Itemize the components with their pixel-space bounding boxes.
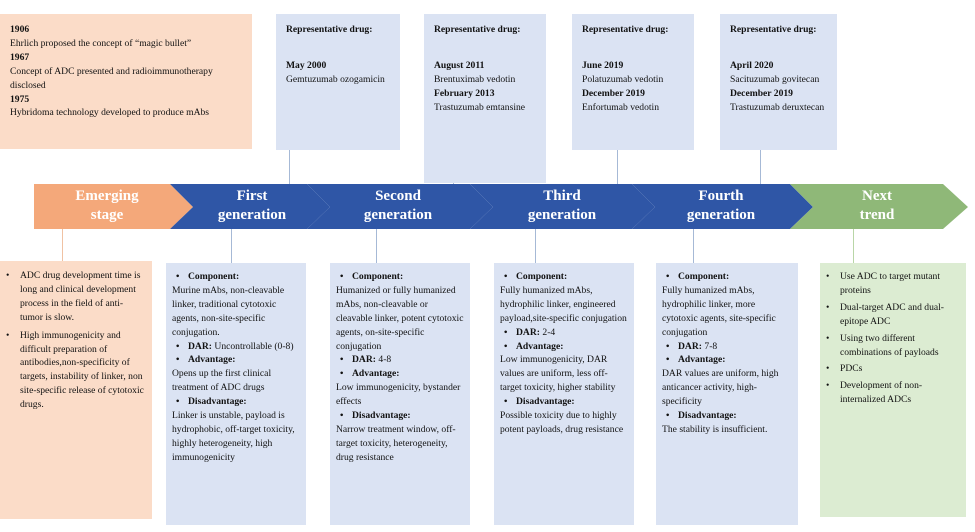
trend-item: • Use ADC to target mutant proteins bbox=[824, 270, 960, 298]
rep-drug-label: Representative drug: bbox=[286, 24, 373, 35]
advantage-heading: • Advantage: bbox=[170, 353, 300, 367]
rep-drug-date: February 2013 bbox=[434, 87, 495, 99]
dar-heading: • DAR: 7-8 bbox=[660, 340, 792, 354]
disadvantage-heading: • Disadvantage: bbox=[498, 395, 628, 409]
stage-label-second: Second generation bbox=[363, 188, 433, 223]
history-year-3: 1975 bbox=[10, 93, 30, 105]
generation-box-1 bbox=[166, 263, 306, 525]
dar-heading: • DAR: Uncontrollable (0-8) bbox=[170, 340, 300, 354]
trend-item: • Dual-target ADC and dual-epitope ADC bbox=[824, 301, 960, 329]
advantage-text: Low immunogenicity, DAR values are uniform, less off-target toxicity, higher stability bbox=[500, 354, 616, 394]
disadvantage-text: Possible toxicity due to highly potent payloads, drug resistance bbox=[500, 410, 624, 435]
rep-drug-name: Gemtuzumab ozogamicin bbox=[286, 73, 385, 85]
rep-drug-name: Trastuzumab deruxtecan bbox=[730, 101, 825, 113]
stage-label-fourth: Fourth generation bbox=[686, 188, 756, 223]
history-year-1: 1906 bbox=[10, 24, 30, 35]
stage-label-next: Next trend bbox=[859, 188, 895, 223]
generation-box-4 bbox=[656, 263, 798, 525]
generation-box-2 bbox=[330, 263, 470, 525]
trend-item: • Using two different combinations of payloads bbox=[824, 332, 960, 360]
disadvantage-text: The stability is insufficient. bbox=[662, 423, 768, 435]
advantage-heading: • Advantage: bbox=[660, 353, 792, 367]
rep-drug-date: June 2019 bbox=[582, 59, 624, 71]
history-text-3: Hybridoma technology developed to produce mAbs bbox=[10, 107, 210, 119]
component-text: Murine mAbs, non-cleavable linker, traditional cytotoxic agents, non-site-specific conjugation. bbox=[172, 284, 285, 338]
component-heading: • Component: bbox=[498, 270, 628, 284]
emerging-detail-item: • High immunogenicity and difficult preparation of antibodies,non-specificity of targets, instability of linker, non site-specific release of cytotoxic drugs. bbox=[4, 329, 144, 412]
component-text: Fully humanized mAbs, hydrophilic linker, engineered payload,site-specific conjugation bbox=[500, 284, 627, 324]
disadvantage-text: Linker is unstable, payload is hydrophobic, off-target toxicity, highly heterogeneity, high immunogenicity bbox=[172, 410, 295, 463]
stage-label-emerging: Emerging stage bbox=[75, 188, 139, 223]
component-heading: • Component: bbox=[170, 270, 300, 284]
rep-drug-date: May 2000 bbox=[286, 59, 327, 71]
next-trend-box bbox=[820, 263, 966, 517]
rep-drug-date: December 2019 bbox=[582, 87, 645, 99]
rep-drug-label: Representative drug: bbox=[434, 24, 521, 35]
disadvantage-heading: • Disadvantage: bbox=[334, 409, 464, 423]
advantage-text: Opens up the first clinical treatment of ADC drugs bbox=[172, 368, 272, 394]
advantage-heading: • Advantage: bbox=[498, 340, 628, 354]
generation-box-3 bbox=[494, 263, 634, 525]
disadvantage-text: Narrow treatment window, off-target toxicity, heterogeneity, drug resistance bbox=[336, 423, 456, 463]
advantage-heading: • Advantage: bbox=[334, 367, 464, 381]
stage-label-first: First generation bbox=[217, 188, 287, 223]
trend-item: • Development of non-internalized ADCs bbox=[824, 379, 960, 407]
dar-heading: • DAR: 4-8 bbox=[334, 353, 464, 367]
emerging-details-box bbox=[0, 261, 152, 519]
disadvantage-heading: • Disadvantage: bbox=[170, 395, 300, 409]
history-text-2: Concept of ADC presented and radioimmunotherapy disclosed bbox=[10, 65, 213, 91]
component-text: Humanized or fully humanized mAbs, non-cleavable or cleavable linker, potent cytotoxic agents, on-site-specific conjugation bbox=[336, 284, 464, 352]
rep-drug-name: Sacituzumab govitecan bbox=[730, 73, 820, 85]
disadvantage-heading: • Disadvantage: bbox=[660, 409, 792, 423]
rep-drug-date: August 2011 bbox=[434, 59, 485, 71]
emerging-detail-item: • ADC drug development time is long and clinical development process in the field of anti-tumor is slow. bbox=[4, 269, 144, 325]
advantage-text: DAR values are uniform, high anticancer activity, high-specificity bbox=[662, 368, 779, 408]
advantage-text: Low immunogenicity, bystander effects bbox=[336, 382, 461, 408]
rep-drug-name: Polatuzumab vedotin bbox=[582, 73, 664, 85]
rep-drug-label: Representative drug: bbox=[582, 24, 669, 35]
rep-drug-name: Trastuzumab emtansine bbox=[434, 101, 526, 113]
rep-drug-name: Enfortumab vedotin bbox=[582, 101, 659, 113]
rep-drug-name: Brentuximab vedotin bbox=[434, 73, 516, 85]
rep-drug-label: Representative drug: bbox=[730, 24, 817, 35]
component-heading: • Component: bbox=[660, 270, 792, 284]
component-text: Fully humanized mAbs, hydrophilic linker, more cytotoxic agents, site-specific conjugation bbox=[662, 284, 776, 338]
component-heading: • Component: bbox=[334, 270, 464, 284]
stage-label-third: Third generation bbox=[527, 188, 597, 223]
history-year-2: 1967 bbox=[10, 51, 30, 63]
rep-drug-date: April 2020 bbox=[730, 59, 774, 71]
history-text-1: Ehrlich proposed the concept of “magic bullet” bbox=[10, 37, 192, 49]
dar-heading: • DAR: 2-4 bbox=[498, 326, 628, 340]
rep-drug-date: December 2019 bbox=[730, 87, 793, 99]
trend-item: • PDCs bbox=[824, 362, 960, 376]
